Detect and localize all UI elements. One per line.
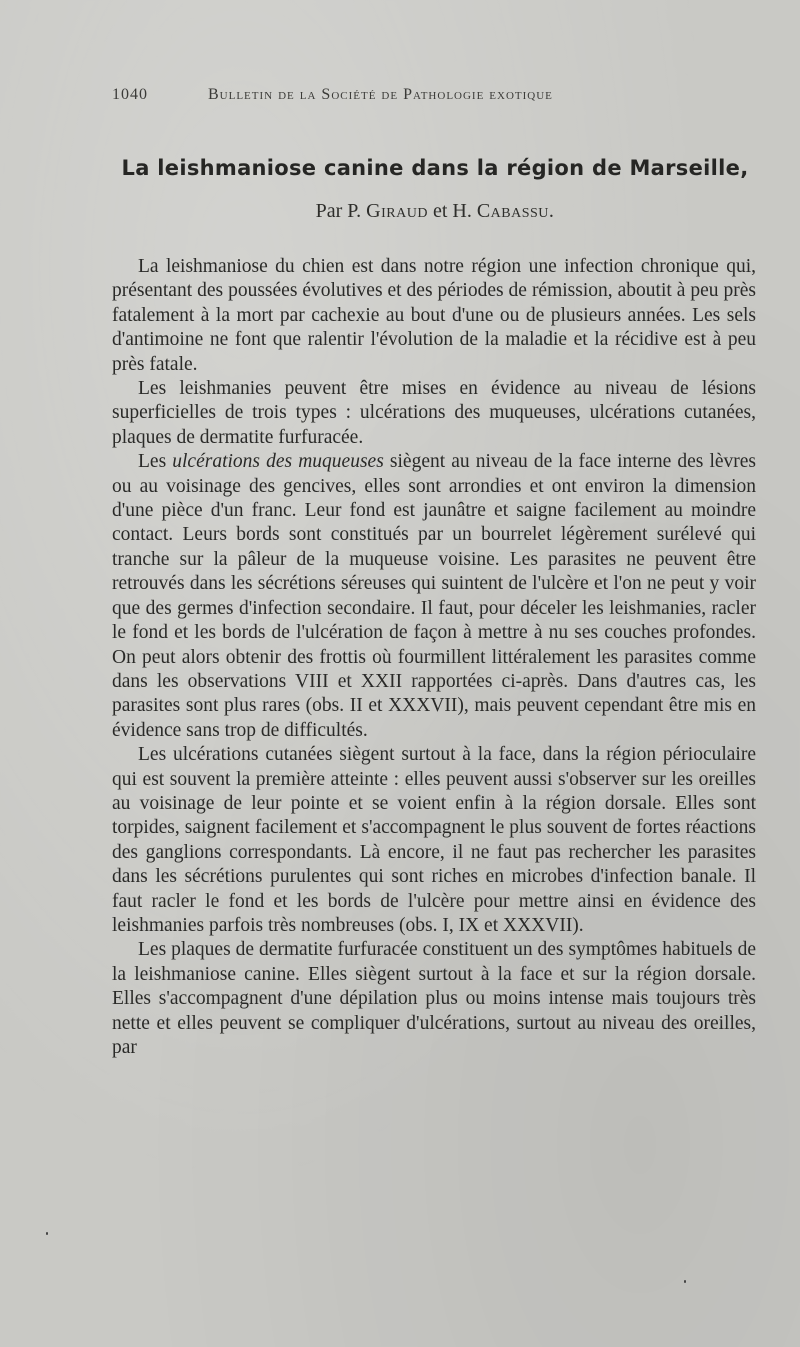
author-cabassu: Cabassu. (476, 200, 555, 222)
page-number: 1040 (112, 86, 148, 103)
emphasis-mucous-ulcerations: ulcérations des muqueuses (172, 451, 384, 473)
article-title: La leishmaniose canine dans la région de Marseille, (121, 156, 749, 180)
byline-prefix: Par P. (315, 200, 362, 222)
author-giraud: Giraud (366, 200, 428, 222)
journal-title: Bulletin de la Société de Pathologie exotique (208, 86, 553, 103)
paragraph-lesion-types: Les leishmanies peuvent être mises en évidence au niveau de lésions superficielles de trois types : ulcérations des muqueuses, ulcérations cutanées, plaques de dermatite furfuracée. (112, 378, 756, 448)
paragraph-lead: Les (138, 451, 167, 473)
print-speck (684, 1280, 686, 1283)
paragraph-mucous-ulcerations (112, 450, 756, 743)
running-head (112, 86, 672, 110)
article-body (112, 255, 756, 1060)
paragraph-cutaneous-ulcerations: Les ulcérations cutanées siègent surtout à la face, dans la région périoculaire qui est souvent la première atteinte : elles peuvent aussi s'observer sur les oreilles au voisinage de leur pointe et se voient enfin à la région dorsale. Elles sont torpides, saignent facilement et s'accompagnent le plus souvent de fortes réactions des ganglions correspondants. Là encore, il ne faut pas rechercher les parasites dans les sécrétions purulentes qui sont riches en microbes d'infection banale. Il faut racler le fond et les bords de l'ulcère pour mettre ainsi en évidence des leishmanies parfois très nombreuses (obs. I, IX et XXXVII). (112, 744, 756, 936)
paragraph-dermatitis-plaques: Les plaques de dermatite furfuracée constituent un des symptômes habituels de la leishmaniose canine. Elles siègent surtout à la face et sur la région dorsale. Elles s'accompagnent d'une dépilation plus ou moins intense mais toujours très nette et elles peuvent se compliquer d'ulcérations, surtout au niveau des oreilles, par (112, 939, 756, 1058)
byline-conjunction: et H. (432, 200, 472, 222)
paragraph-continuation: siègent au niveau de la face interne des lèvres ou au voisinage des gencives, elles sont arrondies et ont environ la dimension d'une pièce d'un franc. Leur fond est jaunâtre et saigne facilement au moindre contact. Leurs bords sont constitués par un bourrelet légèrement surélevé qui tranche sur la pâleur de la muqueuse voisine. Les parasites ne peuvent être retrouvés dans les sécrétions séreuses qui suintent de l'ulcère et l'on ne peut y voir que des germes d'infection secondaire. Il faut, pour déceler les leishmanies, racler le fond et les bords de l'ulcération de façon à mettre à nu ses couches profondes. On peut alors obtenir des frottis où fourmillent littéralement les parasites comme dans les observations VIII et XXII rapportées ci-après. Dans d'autres cas, les parasites sont plus rares (obs. II et XXXVII), mais peuvent cependant être mis en évidence sans trop de difficultés. (112, 451, 757, 741)
byline (0, 200, 800, 223)
print-speck (46, 1232, 48, 1235)
paragraph-intro: La leishmaniose du chien est dans notre région une infection chronique qui, présentant des poussées évolutives et des périodes de rémission, aboutit à peu près fatalement à la mort par cachexie au bout d'une ou de plusieurs années. Les sels d'antimoine ne font que ralentir l'évolution de la maladie et la récidive est à peu près fatale. (112, 256, 756, 375)
